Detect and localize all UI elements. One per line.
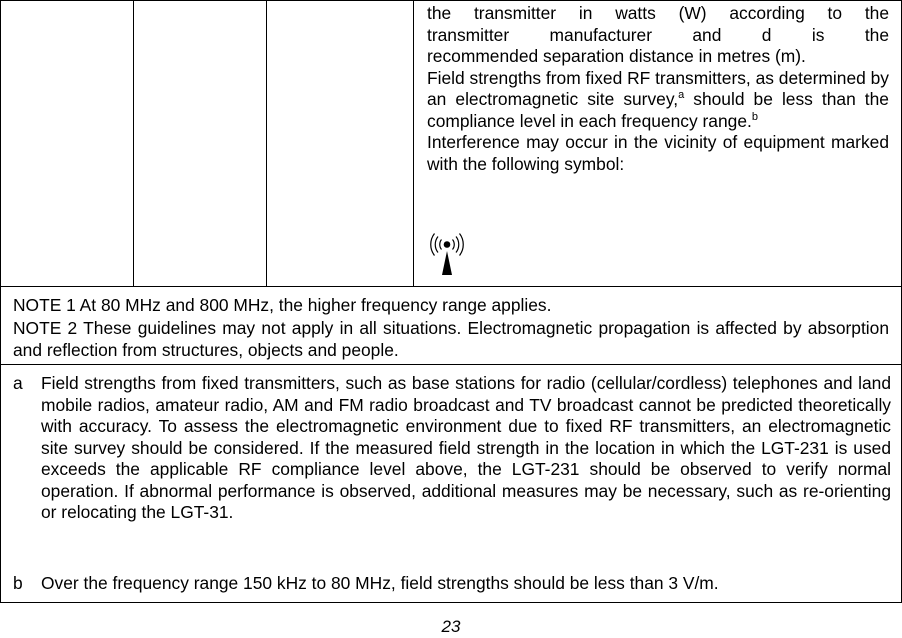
field-strength-text-cont: should be less than the compliance level in each frequency range. <box>427 89 889 131</box>
interference-paragraph: Interference may occur in the vicinity of equipment marked with the following symbol: <box>427 132 889 174</box>
guidance-line: the transmitter in watts (W) according to the <box>427 3 889 23</box>
footnote-a-mark: a <box>13 373 23 393</box>
row-divider <box>1 286 901 287</box>
footnote-ref-b: b <box>751 110 758 123</box>
row-divider <box>1 364 901 365</box>
column-divider <box>133 1 134 287</box>
footnote-b-text: Over the frequency range 150 kHz to 80 MHz, field strengths should be less than 3 V/m. <box>41 573 719 593</box>
non-ionizing-radiation-icon <box>421 227 473 277</box>
guidance-line: recommended separation distance in metres (m). <box>427 46 806 66</box>
footnote-a <box>13 373 891 524</box>
footnote-b-mark: b <box>13 573 23 593</box>
footnote-a-text: Field strengths from fixed transmitters, such as base stations for radio (cellular/cordless) telephones and land mobile radios, amateur radio, AM and FM radio broadcast and TV broadcast cannot be predicted theoretically with accuracy. To assess the electromagnetic environment due to fixed RF transmitters, an electromagnetic site survey should be considered. If the measured field strength in the location in which the LGT-231 is used exceeds the applicable RF compliance level above, the LGT-231 should be observed to verify normal operation. If abnormal performance is observed, additional measures may be necessary, such as re-orienting or relocating the LGT-31. <box>41 373 891 522</box>
column-divider <box>266 1 267 287</box>
page-number: 23 <box>441 617 461 636</box>
footnote-b <box>13 573 891 595</box>
column-divider <box>413 1 414 287</box>
note-2: NOTE 2 These guidelines may not apply in all situations. Electromagnetic propagation is affected by absorption and reflection from structures, objects and people. <box>13 318 889 360</box>
footnote-ref-a: a <box>678 89 685 101</box>
field-strength-text: Field strengths from fixed RF transmitters, as determined by an electromagnetic site survey, <box>427 67 889 109</box>
note-1: NOTE 1 At 80 MHz and 800 MHz, the higher frequency range applies. <box>13 295 552 315</box>
guidance-line: transmitter manufacturer and d is the <box>427 24 889 45</box>
guidance-cell <box>427 3 889 175</box>
field-strength-paragraph <box>427 68 889 133</box>
